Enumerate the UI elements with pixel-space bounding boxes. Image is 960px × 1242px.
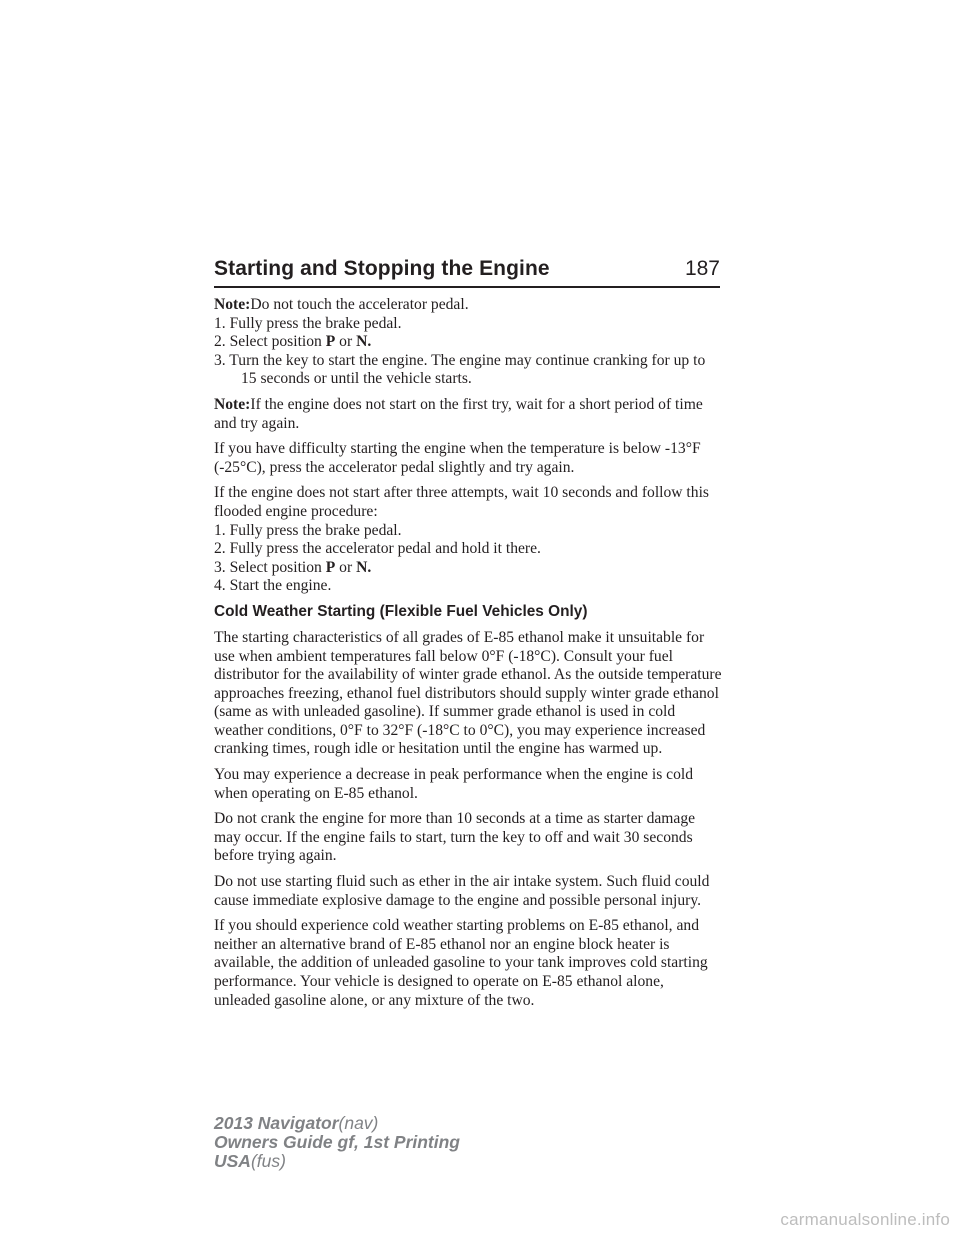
paragraph: If you should experience cold weather starting problems on E-85 ethanol, and neither an alternative brand of E-85 ethanol nor an engine block heater is available, the addition of unleaded gasoline to your tank improves cold starting performance. Your vehicle is designed to operate on E-85 ethanol alone, unleaded gasoline alone, or any mixture of the two. <box>214 917 708 1009</box>
page-number: 187 <box>684 257 720 280</box>
note-label: Note: <box>214 296 251 313</box>
list-item: 4. Start the engine. <box>214 577 332 595</box>
page-body <box>214 296 724 1017</box>
document-footer <box>214 1114 460 1171</box>
site-watermark: carmanualsonline.info <box>780 1210 950 1229</box>
note-text: If the engine does not start on the first try, wait for a short period of time and try again. <box>214 395 703 432</box>
subsection-heading: Cold Weather Starting (Flexible Fuel Vehicles Only) <box>214 602 588 620</box>
note-text: Do not touch the accelerator pedal. <box>250 296 469 313</box>
gear-n: N. <box>356 558 372 576</box>
page-header <box>214 256 720 290</box>
list-item: 1. Fully press the brake pedal. <box>214 521 402 539</box>
footer-code: (nav) <box>338 1113 379 1133</box>
paragraph: The starting characteristics of all grades of E-85 ethanol make it unsuitable for use when ambient temperatures fall below 0°F (-18°C). Consult your fuel distributor for the availability of winter grade ethanol. As the outside temperature approaches freezing, ethanol fuel distributors should supply winter grade ethanol (same as with unleaded gasoline). If summer grade ethanol is used in cold weather conditions, 0°F to 32°F (-18°C to 0°C), you may experience increased cranking times, rough idle or hesitation until the engine has warmed up. <box>214 628 722 758</box>
list-item-text: or <box>335 333 357 351</box>
footer-edition: Owners Guide gf, 1st Printing <box>214 1132 460 1152</box>
paragraph: Do not use starting fluid such as ether in the air intake system. Such fluid could cause immediate explosive damage to the engine and possible personal injury. <box>214 873 710 909</box>
paragraph-flooded: If the engine does not start after three attempts, wait 10 seconds and follow this flooded engine procedure: <box>214 484 709 520</box>
footer-code: (fus) <box>250 1151 286 1171</box>
gear-p: P <box>325 333 336 351</box>
list-item <box>214 333 724 352</box>
note-accelerator <box>214 296 724 315</box>
footer-market: USA <box>214 1151 251 1171</box>
footer-line <box>214 1152 460 1171</box>
gear-n: N. <box>356 333 372 351</box>
gear-p: P <box>325 558 336 576</box>
list-item: 2. Fully press the accelerator pedal and hold it there. <box>214 540 541 558</box>
paragraph: You may experience a decrease in peak performance when the engine is cold when operating on E-85 ethanol. <box>214 766 694 802</box>
header-rule <box>214 286 720 288</box>
footer-line <box>214 1133 460 1152</box>
paragraph: Do not crank the engine for more than 10 seconds at a time as starter damage may occur. If the engine fails to start, turn the key to off and wait 30 seconds before trying again. <box>214 810 696 865</box>
list-item <box>214 559 724 578</box>
footer-model: 2013 Navigator <box>214 1113 339 1133</box>
list-item-text: 3. Select position <box>214 558 326 576</box>
list-item: 1. Fully press the brake pedal. <box>214 314 402 332</box>
flooded-steps-list <box>214 522 724 596</box>
note-label: Note: <box>214 395 251 413</box>
note-first-try <box>214 396 724 433</box>
section-title: Starting and Stopping the Engine <box>214 257 550 280</box>
paragraph-difficulty: If you have difficulty starting the engine when the temperature is below -13°F (-25°C), press the accelerator pedal slightly and try again. <box>214 440 701 476</box>
list-item-text: 2. Select position <box>214 333 326 351</box>
footer-line <box>214 1114 460 1133</box>
list-item-text: or <box>335 558 357 576</box>
list-item: 3. Turn the key to start the engine. The engine may continue cranking for up to 15 seconds or until the vehicle starts. <box>214 351 706 388</box>
start-steps-list <box>214 315 724 389</box>
